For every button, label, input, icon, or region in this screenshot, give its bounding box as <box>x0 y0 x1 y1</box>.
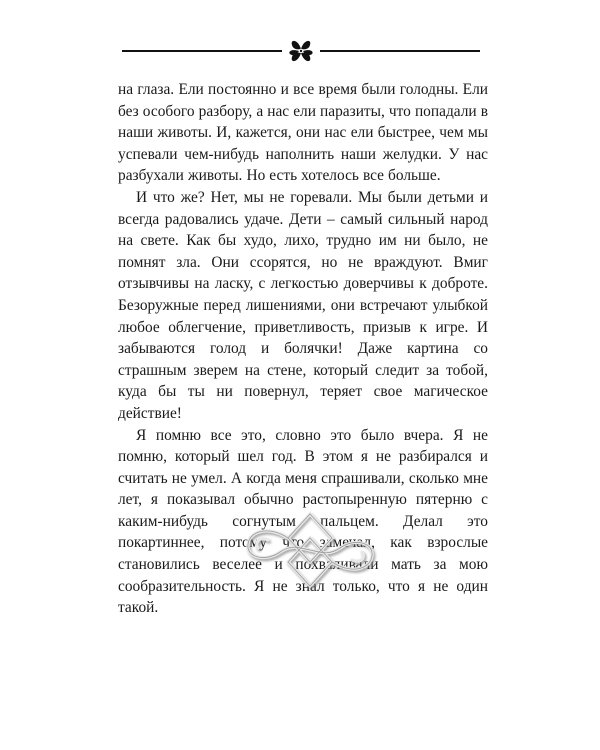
flourish-knot-icon <box>240 508 380 592</box>
paragraph: Я помню все это, словно это было вчера. Я не помню, который шел год. В этом я не разбирался и считать не умел. А когда меня спрашивали, сколько мне лет, я показывал обычно растопыренную пятерню с каким-нибудь согнутым пальцем. Делал это покартиннее, потому что замечал, как взрослые становились веселее и похваливали мать за мою сообразительность. Я не знал только, что я не один такой. <box>118 426 488 617</box>
paragraph: И что же? Нет, мы не горевали. Мы были детьми и всегда радовались удаче. Дети – самый сильный народ на свете. Как бы худо, лихо, трудно им ни было, не помнят зла. Они ссорятся, но не враждуют. Вмиг отзывчивы на ласку, с легкостью доверчивы к доброте. Безоружные перед лишениями, они встречают улыбкой любое облегчение, приветливость, призыв к игре. И забываются голод и болячки! Даже картина со страшным зверем на стене, который следит за тобой, куда бы ты ни повернул, теряет свое магическое действие! <box>118 188 488 422</box>
fleuron-divider-icon <box>120 36 482 66</box>
paragraph: на глаза. Ели постоянно и все время были голодны. Ели без особого разбору, а нас ели паразиты, что попадали в наши животы. И, кажется, они нас ели быстрее, чем мы успевали чем-нибудь наполнить наши желудки. У нас разбухали животы. Но есть хотелось все больше. <box>118 81 488 185</box>
